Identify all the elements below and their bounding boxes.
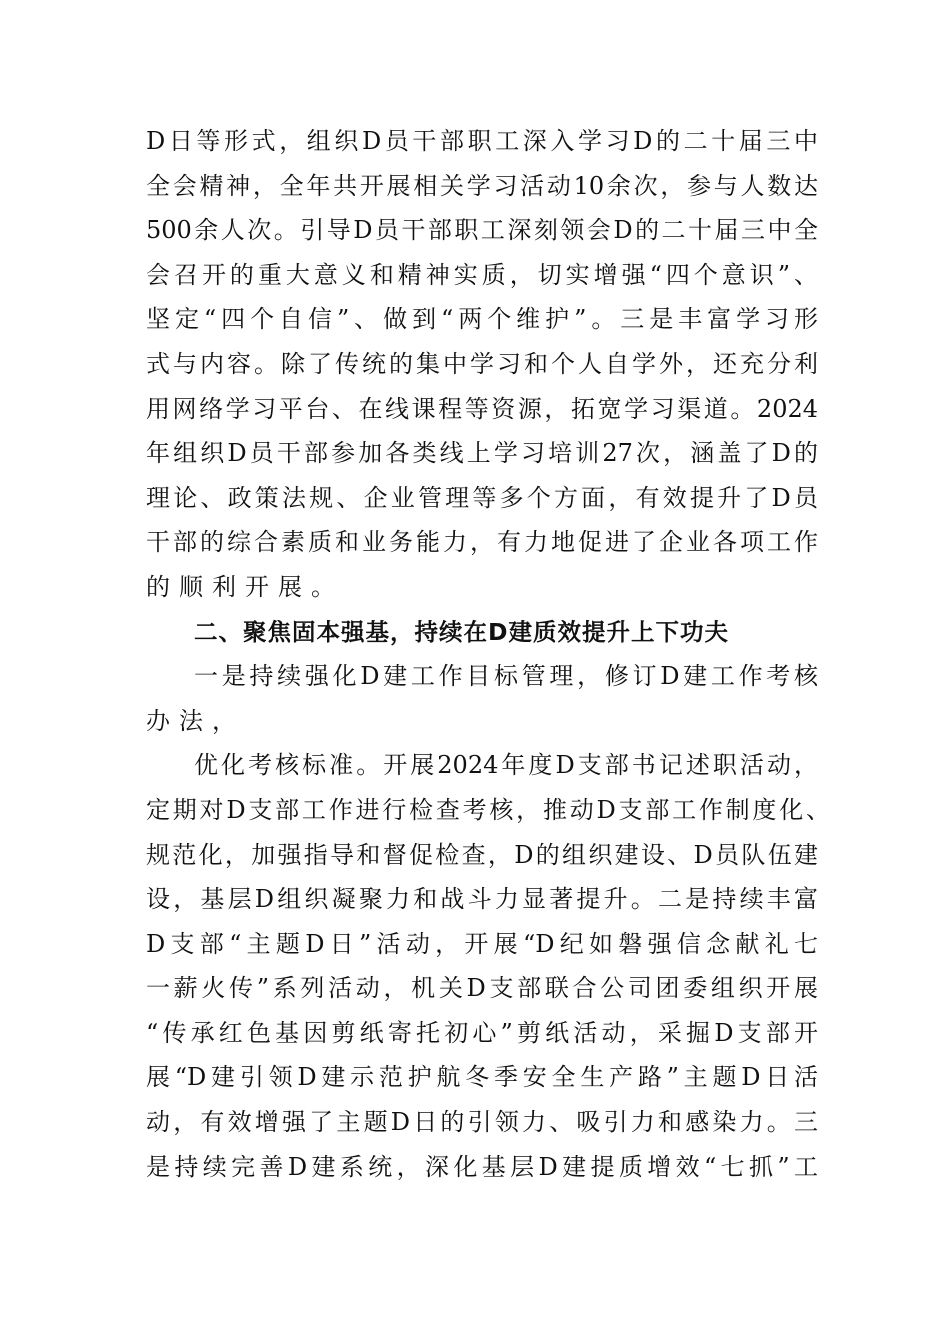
document-page bbox=[146, 119, 830, 1189]
text-line: 一薪火传”系列活动，机关D支部联合公司团委组织开展 bbox=[146, 974, 818, 1003]
text-line: 定期对D支部工作进行检查考核，推动D支部工作制度化、 bbox=[146, 795, 830, 824]
text-line: 的顺利开展。 bbox=[146, 572, 344, 601]
text-line: 展“D建引领D建示范护航冬季安全生产路”主题D日活 bbox=[146, 1063, 818, 1092]
text-line: 式与内容。除了传统的集中学习和个人自学外，还充分利 bbox=[146, 349, 818, 378]
text-line: 坚定“四个自信”、做到“两个维护”。三是丰富学习形 bbox=[146, 305, 818, 334]
paragraph-target-management bbox=[146, 654, 818, 743]
text-line: 用网络学习平台、在线课程等资源，拓宽学习渠道。2024 bbox=[146, 394, 818, 423]
text-line: 规范化，加强指导和督促检查，D的组织建设、D员队伍建 bbox=[146, 840, 818, 869]
text-line: 设，基层D组织凝聚力和战斗力显著提升。二是持续丰富 bbox=[146, 885, 818, 914]
text-line: 动，有效增强了主题D日的引领力、吸引力和感染力。三 bbox=[146, 1108, 818, 1137]
text-line: 会召开的重大意义和精神实质，切实增强“四个意识”、 bbox=[146, 260, 818, 289]
text-line: 办法， bbox=[146, 706, 245, 735]
text-line: 优化考核标准。开展2024年度D支部书记述职活动， bbox=[194, 751, 818, 780]
paragraph-assessment bbox=[146, 743, 830, 1189]
text-line: D日等形式，组织D员干部职工深入学习D的二十届三中 bbox=[146, 127, 818, 155]
paragraph-study bbox=[146, 119, 818, 610]
text-line: 一是持续强化D建工作目标管理，修订D建工作考核 bbox=[194, 662, 818, 691]
text-line: D支部“主题D日”活动，开展“D纪如磐强信念献礼七 bbox=[146, 929, 818, 958]
text-line: 500余人次。引导D员干部职工深刻领会D的二十届三中全 bbox=[146, 216, 818, 245]
text-line: 年组织D员干部参加各类线上学习培训27次，涵盖了D的 bbox=[146, 439, 818, 468]
text-line: “传承红色基因剪纸寄托初心”剪纸活动，采掘D支部开 bbox=[146, 1018, 818, 1047]
section-heading: 二、聚焦固本强基，持续在D建质效提升上下功夫 bbox=[194, 617, 730, 646]
text-line: 是持续完善D建系统，深化基层D建提质增效“七抓”工 bbox=[146, 1152, 818, 1181]
text-line: 理论、政策法规、企业管理等多个方面，有效提升了D员 bbox=[146, 483, 818, 512]
text-line: 干部的综合素质和业务能力，有力地促进了企业各项工作 bbox=[146, 528, 818, 557]
text-line: 全会精神，全年共开展相关学习活动10余次，参与人数达 bbox=[146, 171, 818, 200]
